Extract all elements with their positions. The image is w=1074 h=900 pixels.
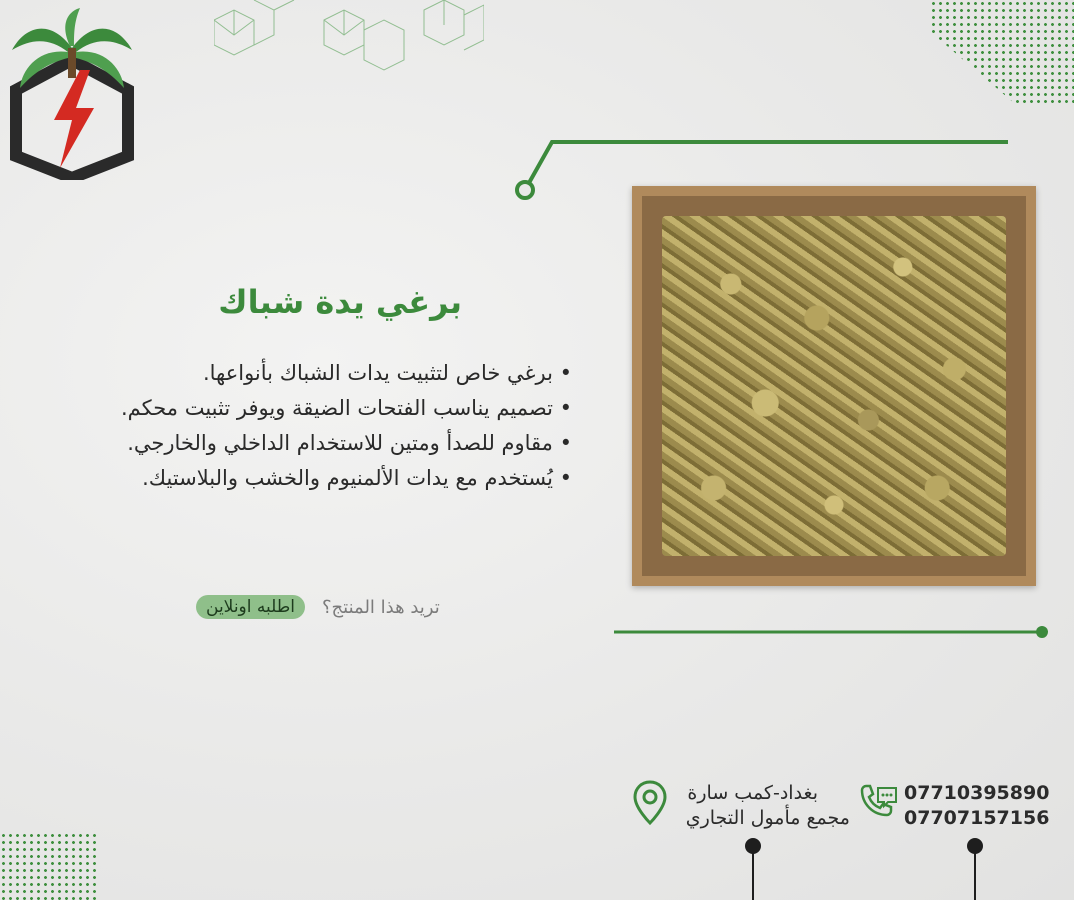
feature-list — [40, 356, 572, 496]
address-line-1: بغداد-كمب سارة — [687, 782, 818, 804]
phone-chat-icon — [856, 782, 900, 826]
product-title: برغي يدة شباك — [218, 283, 462, 321]
order-online-button[interactable]: اطلبه اونلاين — [196, 595, 305, 619]
product-image — [632, 186, 1036, 586]
phone-number-2[interactable]: 07707157156 — [904, 807, 1050, 829]
feature-item: • يُستخدم مع يدات الألمنيوم والخشب والبلاستيك. — [40, 461, 572, 496]
feature-item: • تصميم يناسب الفتحات الضيقة ويوفر تثبيت محكم. — [40, 391, 572, 426]
screws-pile — [662, 216, 1006, 556]
feature-item: • برغي خاص لتثبيت يدات الشباك بأنواعها. — [40, 356, 572, 391]
cta-question: تريد هذا المنتج؟ — [322, 597, 440, 618]
phone-number-1[interactable]: 07710395890 — [904, 782, 1050, 804]
address-line-2: مجمع مأمول التجاري — [685, 807, 850, 829]
feature-item: • مقاوم للصدأ ومتين للاستخدام الداخلي والخارجي. — [40, 426, 572, 461]
